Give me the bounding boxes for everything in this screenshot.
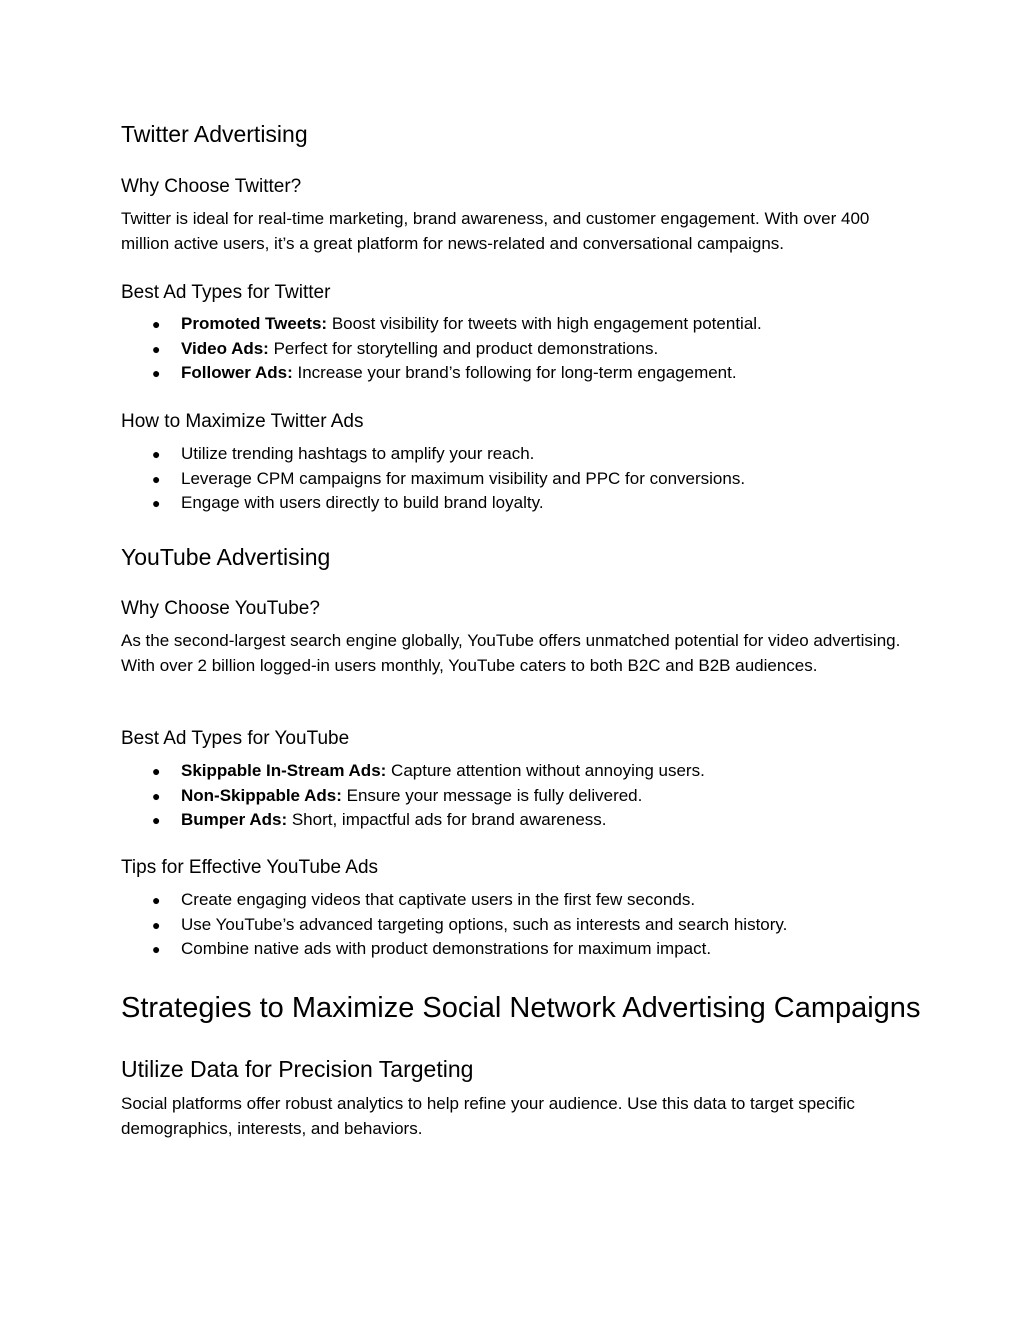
youtube-ad-types-heading: Best Ad Types for YouTube xyxy=(121,728,350,749)
list-item xyxy=(121,808,911,833)
list-item xyxy=(121,491,911,516)
bullet-icon: ● xyxy=(152,941,161,957)
twitter-maximize-list xyxy=(121,442,911,516)
item-label: Follower Ads: xyxy=(181,363,293,382)
item-label: Promoted Tweets: xyxy=(181,314,328,333)
list-item xyxy=(121,312,911,337)
item-text: Short, impactful ads for brand awareness. xyxy=(287,810,607,829)
list-item xyxy=(121,888,911,913)
item-label: Video Ads: xyxy=(181,338,269,358)
youtube-tips-heading: Tips for Effective YouTube Ads xyxy=(121,857,379,878)
item-label: Bumper Ads: xyxy=(181,810,288,829)
bullet-icon: ● xyxy=(152,316,161,332)
list-item xyxy=(121,442,911,467)
list-item xyxy=(121,467,911,492)
youtube-ad-types-list xyxy=(121,759,911,833)
item-text: Leverage CPM campaigns for maximum visibility and PPC for conversions. xyxy=(181,468,746,488)
item-text: Engage with users directly to build brand loyalty. xyxy=(181,493,544,512)
twitter-why-text: Twitter is ideal for real-time marketing, brand awareness, and customer engagement. With over 400 million active users, it’s a great platform for news-related and conversational campaigns. xyxy=(121,209,870,253)
bullet-icon: ● xyxy=(152,365,161,381)
data-targeting-heading: Utilize Data for Precision Targeting xyxy=(121,1056,474,1082)
bullet-icon: ● xyxy=(152,916,161,933)
list-item xyxy=(121,337,911,362)
bullet-icon: ● xyxy=(152,812,161,828)
bullet-icon: ● xyxy=(152,340,161,357)
twitter-heading: Twitter Advertising xyxy=(121,121,308,147)
item-text: Perfect for storytelling and product demonstrations. xyxy=(268,338,659,358)
item-text: Combine native ads with product demonstrations for maximum impact. xyxy=(181,939,712,958)
twitter-maximize-heading: How to Maximize Twitter Ads xyxy=(121,411,364,432)
item-text: Ensure your message is fully delivered. xyxy=(341,785,643,805)
item-label: Skippable In-Stream Ads: xyxy=(181,761,387,780)
list-item xyxy=(121,937,911,962)
strategies-heading: Strategies to Maximize Social Network Advertising Campaigns xyxy=(121,992,921,1024)
youtube-why-text: As the second-largest search engine globally, YouTube offers unmatched potential for video advertising. With over 2 billion logged-in users monthly, YouTube caters to both B2C and B2B audiences. xyxy=(121,631,901,675)
bullet-icon: ● xyxy=(152,470,161,487)
item-text: Capture attention without annoying users. xyxy=(386,761,705,780)
youtube-tips-list xyxy=(121,888,911,962)
data-targeting-text: Social platforms offer robust analytics to help refine your audience. Use this data to target specific demographics, interests, and behaviors. xyxy=(121,1094,855,1138)
bullet-icon: ● xyxy=(152,787,161,804)
list-item xyxy=(121,361,911,386)
twitter-ad-types-heading: Best Ad Types for Twitter xyxy=(121,282,331,303)
list-item xyxy=(121,784,911,809)
item-label: Non-Skippable Ads: xyxy=(181,785,342,805)
list-item xyxy=(121,913,911,938)
twitter-ad-types-list xyxy=(121,312,911,386)
list-item xyxy=(121,759,911,784)
item-text: Utilize trending hashtags to amplify your reach. xyxy=(181,444,535,463)
bullet-icon: ● xyxy=(152,892,161,908)
item-text: Boost visibility for tweets with high engagement potential. xyxy=(327,314,762,333)
item-text: Increase your brand’s following for long-term engagement. xyxy=(292,363,737,382)
youtube-heading: YouTube Advertising xyxy=(121,544,331,570)
youtube-why-heading: Why Choose YouTube? xyxy=(121,598,320,619)
item-text: Create engaging videos that captivate users in the first few seconds. xyxy=(181,890,696,909)
bullet-icon: ● xyxy=(152,446,161,462)
item-text: Use YouTube’s advanced targeting options, such as interests and search history. xyxy=(181,914,788,934)
bullet-icon: ● xyxy=(152,763,161,779)
bullet-icon: ● xyxy=(152,495,161,511)
twitter-why-heading: Why Choose Twitter? xyxy=(121,176,302,197)
